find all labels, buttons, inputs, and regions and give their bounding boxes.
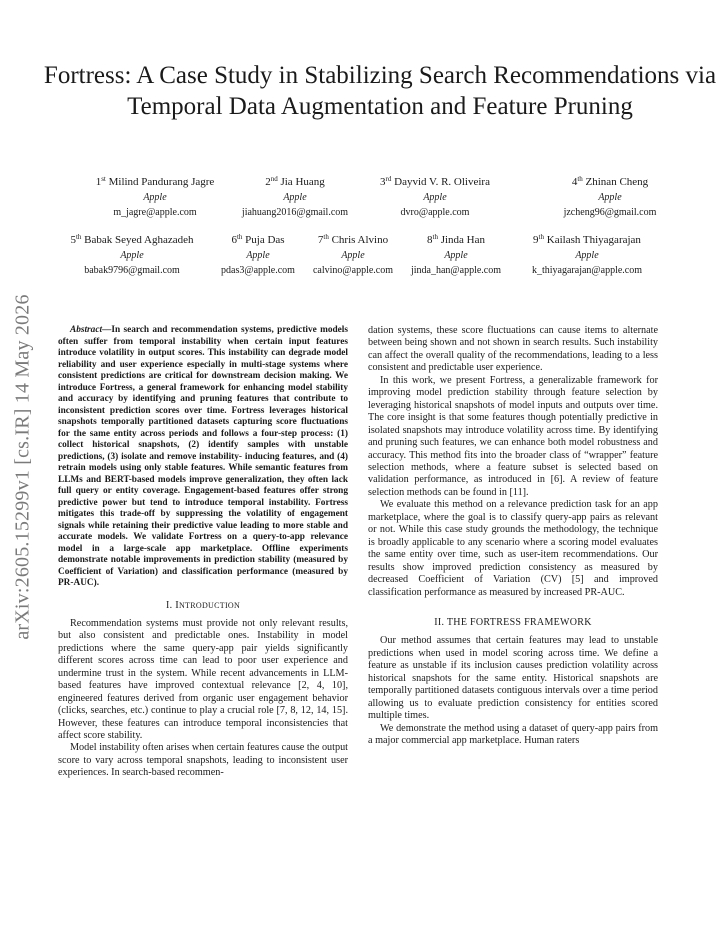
author-email: jzcheng96@gmail.com bbox=[563, 207, 657, 218]
author-affiliation: Apple bbox=[143, 192, 167, 203]
author-3: 3rd Dayvid V. R. Oliveira Apple dvro@apple.com bbox=[355, 175, 515, 220]
author-email: k_thiyagarajan@apple.com bbox=[532, 265, 642, 276]
right-column bbox=[368, 325, 658, 748]
intro-paragraph-3: In this work, we present Fortress, a generalizable framework for improving model prediction stability through feature selection by leveraging historical snapshots of model inputs and outputs over time. The core insight is that some features though potentially predictive in isolated snapshots may introduce volatility across time. By identifying and pruning such features, we can enhance both model robustness and accuracy. This method fits into the broader class of “wrapper” feature selection methods, where a feature subset is selected based on validation performance, as introduced in [6]. A review of feature selection methods can be found in [11]. bbox=[368, 374, 658, 498]
author-name: Babak Seyed Aghazadeh bbox=[84, 234, 194, 246]
author-name: Chris Alvino bbox=[331, 234, 389, 246]
author-email: dvro@apple.com bbox=[400, 207, 470, 218]
author-8: 8th Jinda Han Apple jinda_han@apple.com bbox=[402, 233, 510, 278]
left-column bbox=[58, 325, 348, 780]
paper-title: Fortress: A Case Study in Stabilizing Search Recommendations via Temporal Data Augmentation and Feature Pruning bbox=[43, 62, 717, 120]
arxiv-id: arXiv:2605.15299v1 [cs.IR] 14 May 2026 bbox=[11, 294, 34, 640]
author-email: babak9796@gmail.com bbox=[84, 265, 180, 276]
intro-paragraph-4: We evaluate this method on a relevance prediction task for an app marketplace, where the goal is to classify query-app pairs as relevant or not. While this case study grounds the methodology, the technique is broadly applicable to any scenario where a scoring model evaluates the same entity over time, such as user-item recommendations. Our results show improved prediction consistency as measured by decreased Coefficient of Variation (CV) [5] and improved classification performance as measured by increased PR-AUC. bbox=[368, 499, 658, 598]
author-affiliation: Apple bbox=[423, 192, 447, 203]
framework-paragraph-2: We demonstrate the method using a dataset of query-app pairs from a major commercial app marketplace. Human raters bbox=[368, 722, 658, 747]
author-email: calvino@apple.com bbox=[312, 265, 393, 276]
author-2: 2nd Jia Huang Apple jiahuang2016@gmail.com bbox=[215, 175, 375, 220]
author-email: jinda_han@apple.com bbox=[410, 265, 501, 276]
author-name: Milind Pandurang Jagre bbox=[108, 176, 215, 188]
author-affiliation: Apple bbox=[246, 250, 270, 261]
author-affiliation: Apple bbox=[341, 250, 365, 261]
author-9: 9th Kailash Thiyagarajan Apple k_thiyagarajan@apple.com bbox=[512, 233, 662, 278]
author-6: 6th Puja Das Apple pdas3@apple.com bbox=[212, 233, 304, 278]
author-email: pdas3@apple.com bbox=[221, 265, 295, 276]
author-1: 1st Milind Pandurang Jagre Apple m_jagre@apple.com bbox=[70, 175, 240, 220]
author-affiliation: Apple bbox=[120, 250, 144, 261]
abstract: Abstract—In search and recommendation systems, predictive models often suffer from temporal instability when certain input features introduce volatility in output scores. This instability can degrade model reliability and user experience especially in multi-stage systems where consistent predictions are critical for downstream decision making. We introduce Fortress, a general framework for enhancing model stability and accuracy by identifying and pruning features that contribute to inconsistent prediction scores over time. Fortress leverages historical snapshots temporally partitioned datasets capturing score fluctuations for the same entity across periods and follows a four-step process: (1) collect historical snapshots, (2) identify samples with unstable predictions, (3) isolate and remove instability- inducing features, and (4) retrain models using only stable features. While semantic features from LLMs and BERT-based models improve generalization, they often lack full query or entity coverage. Engagement-based features offer strong predictive power but tend to introduce temporal instability. Fortress mitigates this trade-off by suppressing the volatility of engagement signals while retaining their predictive value leading to more stable and accurate models. We validate Fortress on a query-to-app relevance model in a large-scale app marketplace. Offline experiments demonstrate notable improvements in prediction stability (measured by Coefficient of Variation) and classification performance (measured by PR-AUC). bbox=[58, 325, 348, 588]
author-affiliation: Apple bbox=[283, 192, 307, 203]
intro-paragraph-1: Recommendation systems must provide not only relevant results, but also consistent and predictable ones. Instability in model predictions where the same query-app pair yields significantly different scores across time can lead to poor user experience and undermine trust in the system. While recent advancements in LLM-based features have improved contextual relevance [2, 4, 10], engineered features derived from organic user engagement behavior (clicks, searches, etc.) continue to play a crucial role [7, 8, 12, 14, 15]. However, these features can introduce temporal inconsistencies that affect score stability. bbox=[58, 617, 348, 742]
author-5: 5th Babak Seyed Aghazadeh Apple babak9796@gmail.com bbox=[57, 233, 207, 278]
author-name: Dayvid V. R. Oliveira bbox=[394, 176, 490, 188]
abstract-label: Abstract bbox=[70, 325, 103, 335]
author-4: 4th Zhinan Cheng Apple jzcheng96@gmail.com bbox=[525, 175, 695, 220]
author-email: m_jagre@apple.com bbox=[113, 207, 197, 218]
author-name: Jinda Han bbox=[440, 234, 485, 246]
author-email: jiahuang2016@gmail.com bbox=[241, 207, 349, 218]
author-name: Jia Huang bbox=[280, 176, 325, 188]
author-affiliation: Apple bbox=[444, 250, 468, 261]
abstract-text: In search and recommendation systems, predictive models often suffer from temporal instability when certain input features introduce volatility in output scores. This instability can degrade model reliability and user experience especially in multi-stage systems where consistent predictions are critical for downstream decision making. We introduce Fortress, a general framework for enhancing model stability and accuracy by identifying and pruning features that contribute to inconsistent prediction scores over time. Fortress leverages historical snapshots temporally partitioned datasets capturing score fluctuations for the same entity across periods and follows a four-step process: (1) collect historical snapshots, (2) identify samples with unstable predictions, (3) isolate and remove instability- inducing features, and (4) retrain models using only stable features. While semantic features from LLMs and BERT-based models improve generalization, they often lack full query or entity coverage. Engagement-based features offer strong predictive power but tend to introduce temporal instability. Fortress mitigates this trade-off by suppressing the volatility of engagement signals while retaining their predictive value leading to more stable and accurate models. We validate Fortress on a query-to-app relevance model in a large-scale app marketplace. Offline experiments demonstrate notable improvements in prediction stability (measured by Coefficient of Variation) and classification performance (measured by PR-AUC). bbox=[58, 325, 348, 588]
intro-paragraph-2-cont: dation systems, these score fluctuations can cause items to alternate between being shown and not shown in search results. Such instability can affect the overall quality of the recommendations, leading to a less consistent and predictable user experience. bbox=[368, 325, 658, 374]
section-heading-fortress: II. THE FORTRESS FRAMEWORK bbox=[434, 616, 592, 628]
arxiv-sidebar bbox=[2, 260, 44, 675]
section-heading-introduction: I. INTRODUCTION bbox=[165, 599, 241, 611]
author-7: 7th Chris Alvino Apple calvino@apple.com bbox=[305, 233, 401, 278]
framework-paragraph-1: Our method assumes that certain features may lead to unstable predictions when used in model scoring across time. We define a feature as unstable if its inclusion causes prediction volatility across historical snapshots for the same entity. Historical snapshots are temporally partitioned datasets contiguous intervals over a time period allowing us to evaluate prediction consistency for entities scored multiple times. bbox=[368, 635, 658, 722]
author-name: Zhinan Cheng bbox=[585, 176, 649, 188]
author-name: Kailash Thiyagarajan bbox=[546, 234, 641, 246]
author-affiliation: Apple bbox=[598, 192, 622, 203]
author-name: Puja Das bbox=[245, 234, 285, 246]
intro-paragraph-2: Model instability often arises when certain features cause the output score to vary across temporal snapshots, leading to inconsistent user experiences. In search-based recommen- bbox=[58, 742, 348, 779]
author-affiliation: Apple bbox=[575, 250, 599, 261]
